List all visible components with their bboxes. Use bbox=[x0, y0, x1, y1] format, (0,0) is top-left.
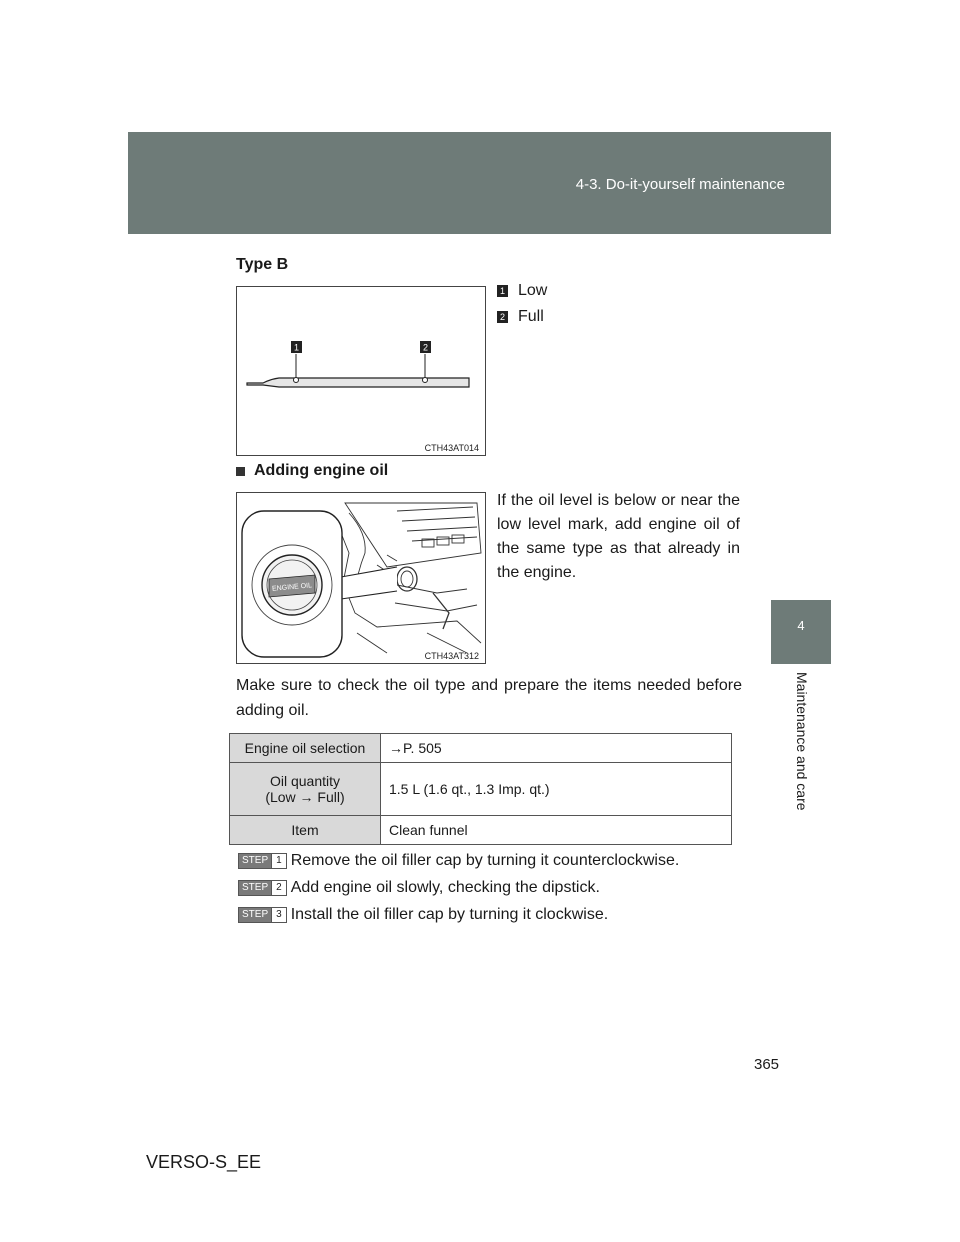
step-number: 2 bbox=[271, 881, 286, 895]
step-2 bbox=[238, 879, 600, 897]
table-key bbox=[230, 763, 381, 816]
dipstick-figure bbox=[236, 286, 486, 456]
table-key-line: (Low → Full) bbox=[265, 789, 345, 805]
chapter-label-text: Maintenance and care bbox=[794, 672, 810, 811]
step-badge bbox=[238, 880, 287, 896]
section-heading bbox=[236, 462, 388, 480]
step-word: STEP bbox=[239, 854, 271, 868]
model-code: VERSO-S_EE bbox=[146, 1152, 262, 1172]
low-mark bbox=[294, 378, 299, 383]
legend-label: Full bbox=[518, 308, 544, 325]
table-key: Item bbox=[230, 816, 381, 845]
step-text: Add engine oil slowly, checking the dipstick. bbox=[290, 879, 600, 896]
legend-badge: 2 bbox=[497, 311, 508, 323]
callout-2: 2 bbox=[422, 342, 429, 353]
header-band bbox=[128, 132, 831, 234]
step-word: STEP bbox=[239, 908, 271, 922]
step-text: Install the oil filler cap by turning it clockwise. bbox=[290, 906, 609, 923]
full-mark bbox=[423, 378, 428, 383]
square-bullet-icon bbox=[236, 467, 245, 476]
figure-code: CTH43AT312 bbox=[424, 651, 479, 661]
legend-low bbox=[497, 282, 547, 300]
table-key: Engine oil selection bbox=[230, 734, 381, 763]
table-row bbox=[230, 816, 732, 845]
step-3 bbox=[238, 906, 608, 924]
chapter-label bbox=[793, 672, 811, 822]
section-title: 4-3. Do-it-yourself maintenance bbox=[575, 176, 785, 193]
step-word: STEP bbox=[239, 881, 271, 895]
callout-1: 1 bbox=[293, 342, 300, 353]
table-key-line: Oil quantity bbox=[269, 773, 341, 789]
table-row bbox=[230, 763, 732, 816]
table-value: →P. 505 bbox=[381, 734, 732, 763]
legend-label: Low bbox=[518, 282, 548, 299]
intro-paragraph: Make sure to check the oil type and prepare the items needed before adding oil. bbox=[236, 677, 742, 719]
type-title: Type B bbox=[236, 256, 289, 273]
engine-figure bbox=[236, 492, 486, 664]
step-number: 3 bbox=[271, 908, 286, 922]
figure-code: CTH43AT014 bbox=[424, 443, 479, 453]
step-badge bbox=[238, 907, 287, 923]
table-value: Clean funnel bbox=[381, 816, 732, 845]
cap-label: ENGINE OIL bbox=[271, 582, 313, 593]
table-value: 1.5 L (1.6 qt., 1.3 Imp. qt.) bbox=[381, 763, 732, 816]
step-1 bbox=[238, 852, 679, 870]
step-badge bbox=[238, 853, 287, 869]
table-row bbox=[230, 734, 732, 763]
oil-level-instruction: If the oil level is below or near the low level mark, add engine oil of the same type as that already in the engine. bbox=[497, 492, 740, 581]
step-number: 1 bbox=[271, 854, 286, 868]
legend-badge: 1 bbox=[497, 285, 508, 297]
step-text: Remove the oil filler cap by turning it counterclockwise. bbox=[290, 852, 680, 869]
engine-illustration bbox=[237, 493, 485, 663]
chapter-number: 4 bbox=[797, 618, 805, 633]
legend-full bbox=[497, 308, 544, 326]
oil-spec-table bbox=[229, 733, 732, 845]
dipstick-illustration bbox=[237, 287, 485, 455]
page-number: 365 bbox=[754, 1056, 780, 1073]
section-heading-text: Adding engine oil bbox=[254, 462, 389, 479]
chapter-tab bbox=[771, 600, 831, 664]
